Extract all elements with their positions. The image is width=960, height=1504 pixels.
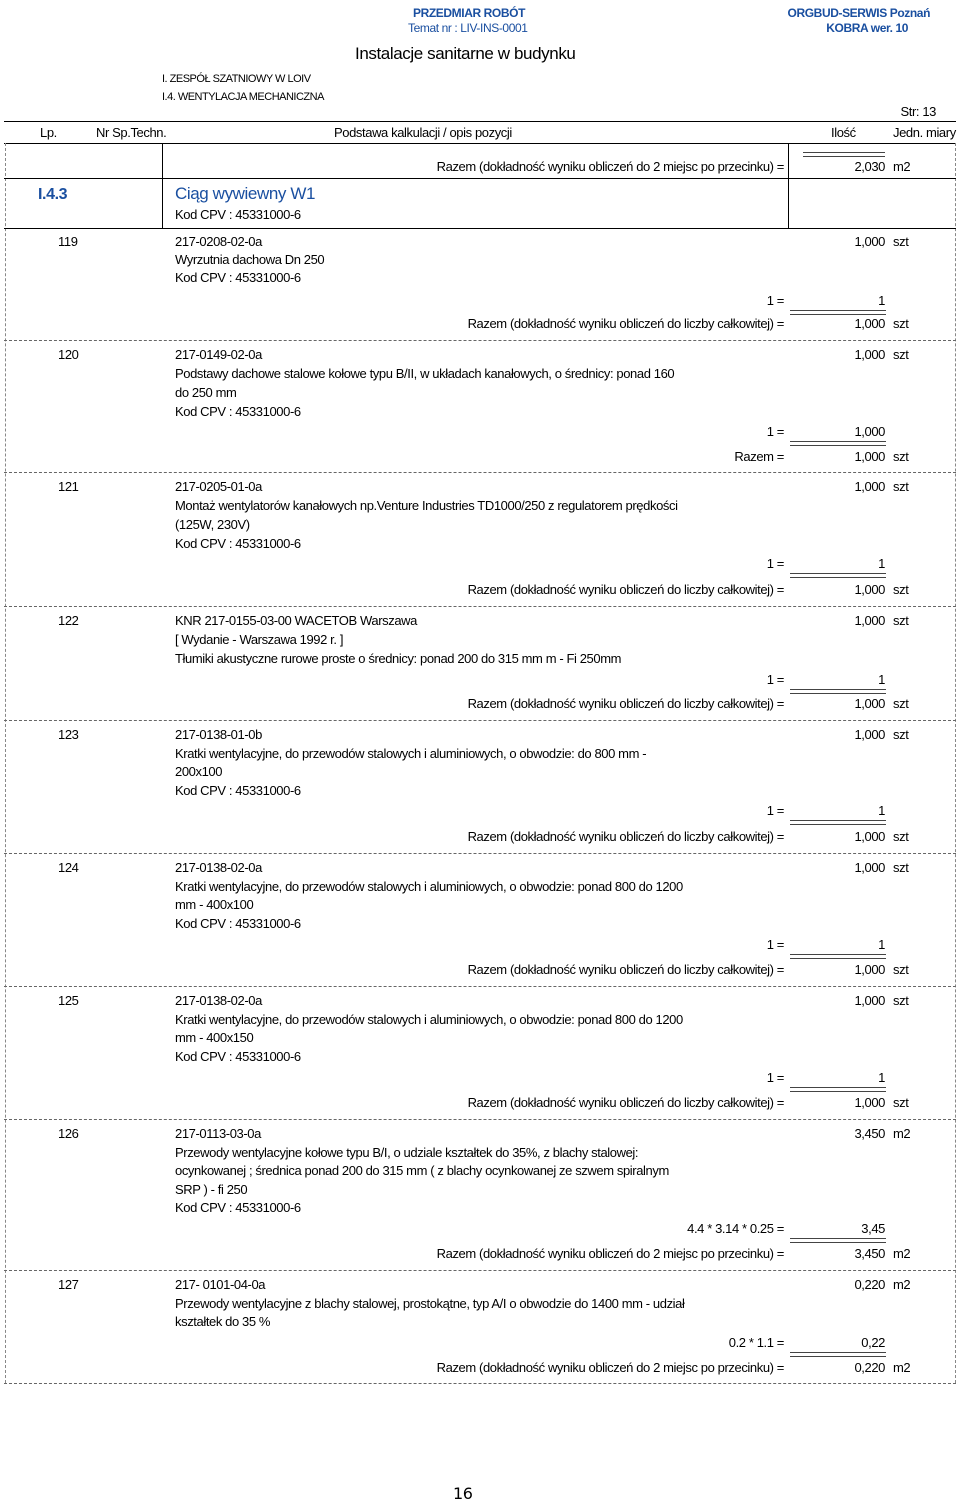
item-desc: [ Wydanie - Warszawa 1992 r. ] xyxy=(175,632,344,647)
calc-value: 3,45 xyxy=(861,1221,885,1236)
doc-theme: Temat nr : LIV-INS-0001 xyxy=(408,21,528,35)
sum-unit: szt xyxy=(893,962,909,977)
sum-label: Razem (dokładność wyniku obliczeń do 2 miejsc po przecinku) = xyxy=(436,1360,784,1375)
item-cpv: Kod CPV : 45331000-6 xyxy=(175,404,301,419)
calc-expr: 1 = xyxy=(766,672,784,687)
item-desc: Kratki wentylacyjne, do przewodów stalowych i aluminiowych, o obwodzie: do 800 mm - xyxy=(175,746,647,761)
col-desc: Podstawa kalkulacji / opis pozycji xyxy=(334,125,512,140)
calc-expr: 1 = xyxy=(766,424,784,439)
item-desc: ocynkowanej ; średnica ponad 200 do 315 mm ( z blachy ocynkowanej ze szwem spiralnym xyxy=(175,1163,669,1178)
sum-label: Razem (dokładność wyniku obliczeń do liczby całkowitej) = xyxy=(467,582,784,597)
sum-value: 1,000 xyxy=(854,316,885,331)
section-number: I.4.3 xyxy=(38,186,68,203)
item-unit: szt xyxy=(893,860,909,875)
sum-unit: szt xyxy=(893,829,909,844)
item-qty: 1,000 xyxy=(854,479,885,494)
item-lp: 123 xyxy=(58,727,79,742)
section-title: Ciąg wywiewny W1 xyxy=(175,184,316,203)
sum-value: 0,220 xyxy=(854,1360,885,1375)
item-code: 217-0208-02-0a xyxy=(175,234,262,249)
col-qty: Ilość xyxy=(831,125,856,140)
item-cpv: Kod CPV : 45331000-6 xyxy=(175,536,301,551)
doc-title: Instalacje sanitarne w budynku xyxy=(355,44,576,63)
calc-value: 1 xyxy=(878,803,885,818)
item-lp: 119 xyxy=(58,234,78,249)
calc-expr: 1 = xyxy=(766,556,784,571)
sum-value: 1,000 xyxy=(854,696,885,711)
software-version: KOBRA wer. 10 xyxy=(826,21,908,35)
sum-label: Razem (dokładność wyniku obliczeń do 2 miejsc po przecinku) = xyxy=(436,1246,784,1261)
sum-label: Razem (dokładność wyniku obliczeń do liczby całkowitej) = xyxy=(467,696,784,711)
item-lp: 120 xyxy=(58,347,79,362)
calc-expr: 1 = xyxy=(766,803,784,818)
sum-label: Razem (dokładność wyniku obliczeń do liczby całkowitej) = xyxy=(467,829,784,844)
top-sum-unit: m2 xyxy=(893,159,911,174)
item-lp: 121 xyxy=(58,479,79,494)
sum-unit: m2 xyxy=(893,1246,911,1261)
sum-unit: szt xyxy=(893,316,909,331)
calc-value: 1 xyxy=(878,937,885,952)
item-cpv: Kod CPV : 45331000-6 xyxy=(175,1200,301,1215)
item-qty: 1,000 xyxy=(854,860,885,875)
item-cpv: Kod CPV : 45331000-6 xyxy=(175,916,301,931)
sum-unit: szt xyxy=(893,449,909,464)
sum-unit: szt xyxy=(893,1095,909,1110)
item-qty: 0,220 xyxy=(854,1277,885,1292)
item-desc: Przewody wentylacyjne kołowe typu B/I, o udziale kształtek do 35%, z blachy stalowej: xyxy=(175,1145,639,1160)
page-number: 16 xyxy=(453,1484,473,1503)
item-lp: 125 xyxy=(58,993,79,1008)
item-code: 217-0113-03-0a xyxy=(175,1126,261,1141)
item-unit: szt xyxy=(893,479,909,494)
item-desc: mm - 400x100 xyxy=(175,897,254,912)
item-cpv: Kod CPV : 45331000-6 xyxy=(175,783,301,798)
item-cpv: Kod CPV : 45331000-6 xyxy=(175,1049,301,1064)
item-unit: szt xyxy=(893,727,909,742)
item-qty: 1,000 xyxy=(854,613,885,628)
item-desc: SRP ) - fi 250 xyxy=(175,1182,248,1197)
item-qty: 1,000 xyxy=(854,234,885,249)
item-code: KNR 217-0155-03-00 WACETOB Warszawa xyxy=(175,613,418,628)
item-qty: 1,000 xyxy=(854,727,885,742)
item-desc: 200x100 xyxy=(175,764,223,779)
item-desc: kształtek do 35 % xyxy=(175,1314,271,1329)
item-unit: szt xyxy=(893,993,909,1008)
sum-label: Razem (dokładność wyniku obliczeń do liczby całkowitej) = xyxy=(467,962,784,977)
section-cpv: Kod CPV : 45331000-6 xyxy=(175,207,301,222)
item-code: 217-0138-02-0a xyxy=(175,860,262,875)
sum-unit: m2 xyxy=(893,1360,911,1375)
col-nr: Nr Sp.Techn. xyxy=(96,125,167,140)
item-qty: 3,450 xyxy=(854,1126,885,1141)
sum-label: Razem (dokładność wyniku obliczeń do liczby całkowitej) = xyxy=(467,1095,784,1110)
subgroup-name: I.4. WENTYLACJA MECHANICZNA xyxy=(162,91,324,103)
item-desc: Podstawy dachowe stalowe kołowe typu B/II, w układach kanałowych, o średnicy: ponad 160 xyxy=(175,366,675,381)
item-lp: 124 xyxy=(58,860,79,875)
calc-value: 1,000 xyxy=(854,424,885,439)
sum-value: 1,000 xyxy=(854,1095,885,1110)
group-name: I. ZESPÓŁ SZATNIOWY W LOIV xyxy=(162,73,311,85)
sum-value: 1,000 xyxy=(854,829,885,844)
calc-value: 1 xyxy=(878,1070,885,1085)
item-code: 217-0138-01-0b xyxy=(175,727,262,742)
calc-expr: 4.4 * 3.14 * 0.25 = xyxy=(687,1221,784,1236)
sum-value: 3,450 xyxy=(854,1246,885,1261)
calc-expr: 1 = xyxy=(766,937,784,952)
calc-value: 0,22 xyxy=(861,1335,885,1350)
item-unit: m2 xyxy=(893,1126,911,1141)
calc-expr: 0.2 * 1.1 = xyxy=(728,1335,784,1350)
item-desc: mm - 400x150 xyxy=(175,1030,254,1045)
calc-value: 1 xyxy=(878,672,885,687)
sum-value: 1,000 xyxy=(854,582,885,597)
calc-value: 1 xyxy=(878,293,885,308)
item-desc: Montaż wentylatorów kanałowych np.Venture Industries TD1000/250 z regulatorem prędkości xyxy=(175,498,678,513)
item-desc: (125W, 230V) xyxy=(175,517,250,532)
item-unit: szt xyxy=(893,613,909,628)
item-desc: Przewody wentylacyjne z blachy stalowej, prostokątne, typ A/I o obwodzie do 1400 mm - udział xyxy=(175,1296,685,1311)
top-sum-label: Razem (dokładność wyniku obliczeń do 2 miejsc po przecinku) = xyxy=(436,159,784,174)
col-unit: Jedn. miary xyxy=(893,125,956,140)
calc-value: 1 xyxy=(878,556,885,571)
sum-unit: szt xyxy=(893,696,909,711)
item-unit: m2 xyxy=(893,1277,911,1292)
item-desc: Kratki wentylacyjne, do przewodów stalowych i aluminiowych, o obwodzie: ponad 800 do 1200 xyxy=(175,1012,683,1027)
item-unit: szt xyxy=(893,347,909,362)
calc-expr: 1 = xyxy=(766,293,784,308)
sum-value: 1,000 xyxy=(854,962,885,977)
sum-label: Razem = xyxy=(734,449,784,464)
item-qty: 1,000 xyxy=(854,347,885,362)
item-desc: Tłumiki akustyczne rurowe proste o średnicy: ponad 200 do 315 mm m - Fi 250mm xyxy=(175,651,622,666)
item-code: 217-0138-02-0a xyxy=(175,993,262,1008)
item-desc: do 250 mm xyxy=(175,385,237,400)
item-code: 217-0205-01-0a xyxy=(175,479,262,494)
item-qty: 1,000 xyxy=(854,993,885,1008)
sum-unit: szt xyxy=(893,582,909,597)
sum-label: Razem (dokładność wyniku obliczeń do liczby całkowitej) = xyxy=(467,316,784,331)
doc-subject: PRZEDMIAR ROBÓT xyxy=(413,6,525,20)
item-lp: 127 xyxy=(58,1277,79,1292)
item-cpv: Kod CPV : 45331000-6 xyxy=(175,270,301,285)
top-sum-value: 2,030 xyxy=(854,159,885,174)
item-code: 217-0149-02-0a xyxy=(175,347,262,362)
item-lp: 126 xyxy=(58,1126,79,1141)
item-lp: 122 xyxy=(58,613,79,628)
sum-value: 1,000 xyxy=(854,449,885,464)
item-code: 217- 0101-04-0a xyxy=(175,1277,266,1292)
item-unit: szt xyxy=(893,234,909,249)
calc-expr: 1 = xyxy=(766,1070,784,1085)
item-desc: Wyrzutnia dachowa Dn 250 xyxy=(175,252,325,267)
item-desc: Kratki wentylacyjne, do przewodów stalowych i aluminiowych, o obwodzie: ponad 800 do 1200 xyxy=(175,879,683,894)
company-name: ORGBUD-SERWIS Poznań xyxy=(787,6,930,20)
page-label: Str: 13 xyxy=(900,104,936,119)
col-lp: Lp. xyxy=(40,125,57,140)
